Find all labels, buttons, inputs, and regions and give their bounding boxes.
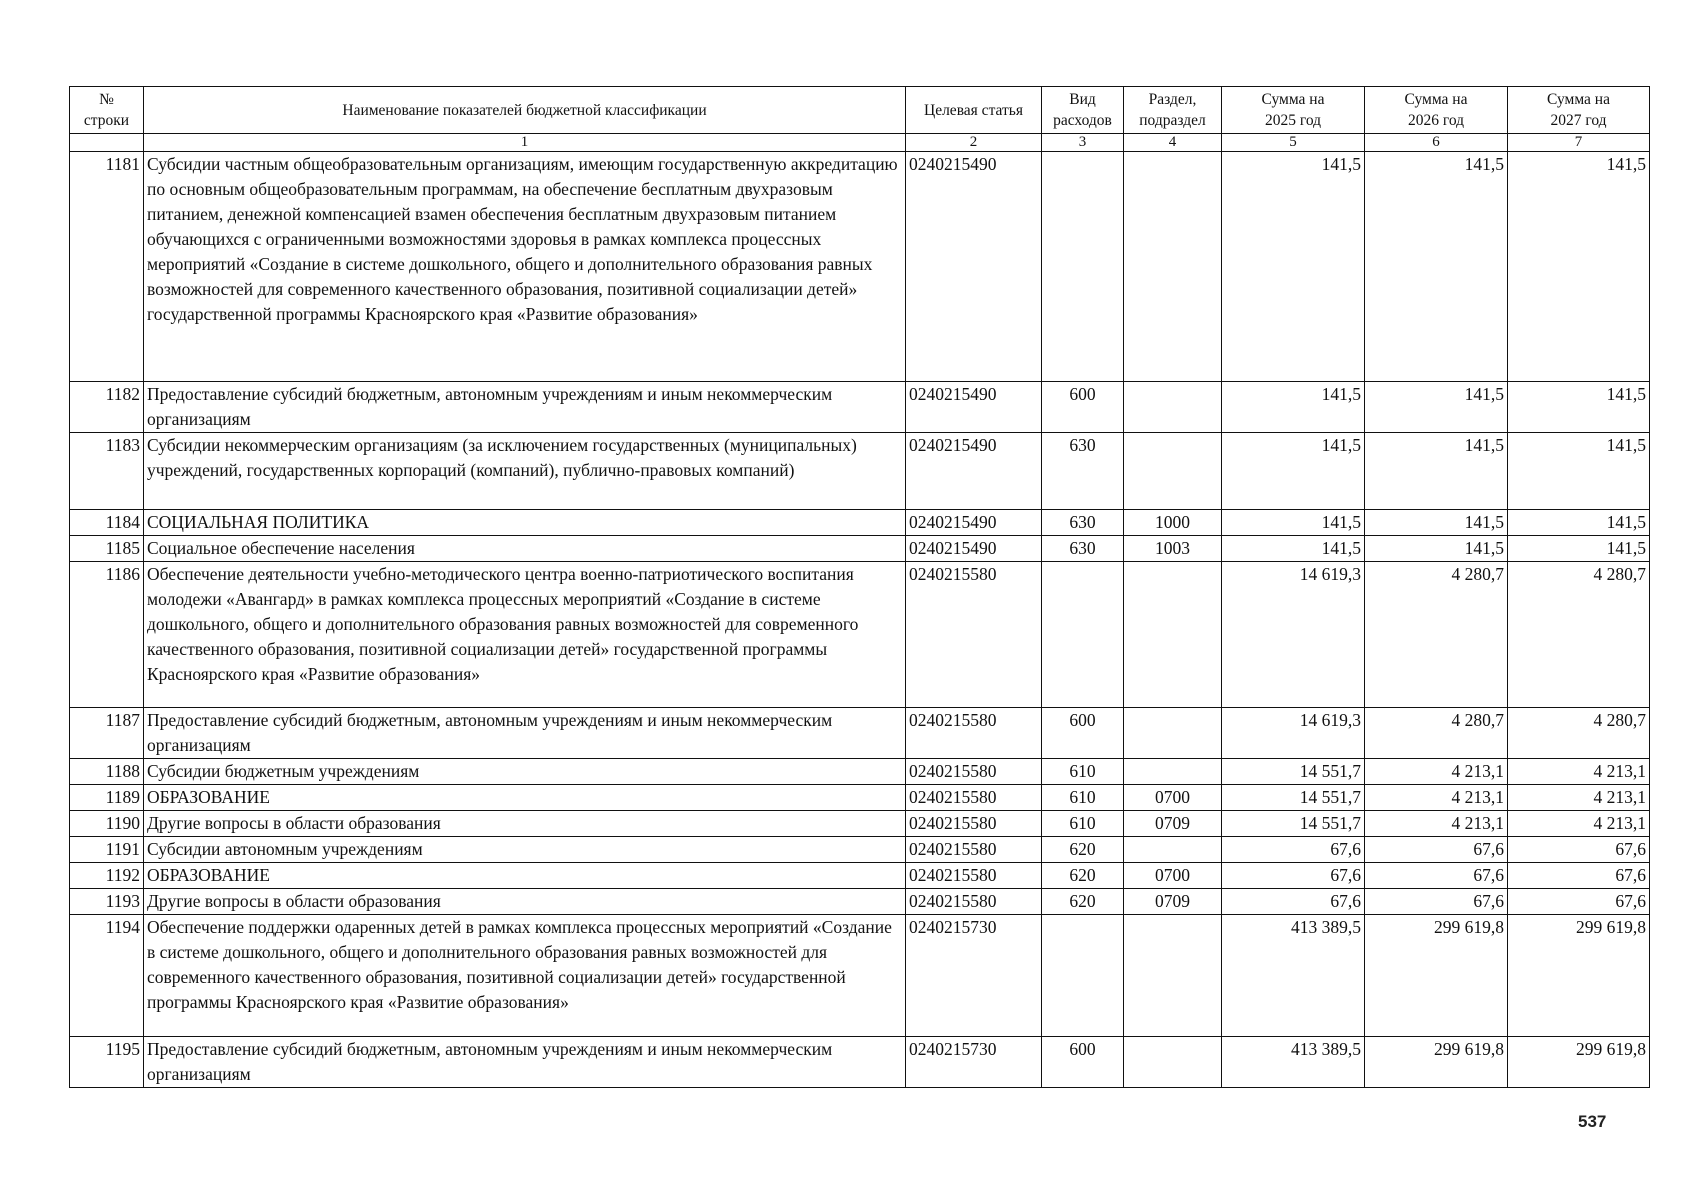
cell-target: 0240215490 xyxy=(906,382,1042,433)
cell-2027: 141,5 xyxy=(1508,510,1650,536)
table-row xyxy=(70,433,1650,510)
cell-2026: 141,5 xyxy=(1365,382,1508,433)
header-2026: Сумма на 2026 год xyxy=(1365,87,1508,134)
cell-expense xyxy=(1042,152,1124,382)
cell-2027: 67,6 xyxy=(1508,889,1650,915)
cell-section xyxy=(1124,433,1222,510)
cell-target: 0240215490 xyxy=(906,152,1042,382)
cell-target: 0240215580 xyxy=(906,811,1042,837)
cell-name: Предоставление субсидий бюджетным, автономным учреждениям и иным некоммерческим организациям xyxy=(144,708,906,759)
cell-name: Субсидии бюджетным учреждениям xyxy=(144,759,906,785)
column-number: 1 xyxy=(144,134,906,152)
table-row xyxy=(70,562,1650,708)
table-row xyxy=(70,152,1650,382)
cell-target: 0240215490 xyxy=(906,433,1042,510)
budget-table xyxy=(69,86,1650,1088)
cell-expense: 630 xyxy=(1042,510,1124,536)
cell-name: Субсидии автономным учреждениям xyxy=(144,837,906,863)
cell-section xyxy=(1124,382,1222,433)
cell-name: Другие вопросы в области образования xyxy=(144,889,906,915)
cell-row-no: 1193 xyxy=(70,889,144,915)
cell-2027: 299 619,8 xyxy=(1508,1037,1650,1088)
header-section: Раздел, подраздел xyxy=(1124,87,1222,134)
cell-2026: 141,5 xyxy=(1365,433,1508,510)
cell-target: 0240215580 xyxy=(906,759,1042,785)
cell-name: Предоставление субсидий бюджетным, автономным учреждениям и иным некоммерческим организациям xyxy=(144,1037,906,1088)
page-number: 537 xyxy=(1578,1112,1607,1131)
cell-section: 0700 xyxy=(1124,785,1222,811)
cell-2025: 14 619,3 xyxy=(1222,562,1365,708)
cell-2026: 67,6 xyxy=(1365,837,1508,863)
cell-name: СОЦИАЛЬНАЯ ПОЛИТИКА xyxy=(144,510,906,536)
cell-target: 0240215580 xyxy=(906,863,1042,889)
column-number: 3 xyxy=(1042,134,1124,152)
cell-name: Социальное обеспечение населения xyxy=(144,536,906,562)
header-target: Целевая статья xyxy=(906,87,1042,134)
cell-2027: 141,5 xyxy=(1508,152,1650,382)
cell-row-no: 1195 xyxy=(70,1037,144,1088)
cell-row-no: 1194 xyxy=(70,915,144,1037)
cell-2026: 141,5 xyxy=(1365,536,1508,562)
cell-name: Другие вопросы в области образования xyxy=(144,811,906,837)
cell-section xyxy=(1124,152,1222,382)
header-expense: Вид расходов xyxy=(1042,87,1124,134)
table-row xyxy=(70,510,1650,536)
cell-expense: 620 xyxy=(1042,889,1124,915)
cell-2026: 141,5 xyxy=(1365,152,1508,382)
column-number: 4 xyxy=(1124,134,1222,152)
cell-2027: 4 213,1 xyxy=(1508,785,1650,811)
cell-row-no: 1188 xyxy=(70,759,144,785)
cell-row-no: 1183 xyxy=(70,433,144,510)
cell-2025: 141,5 xyxy=(1222,152,1365,382)
cell-2027: 141,5 xyxy=(1508,536,1650,562)
cell-section xyxy=(1124,759,1222,785)
cell-target: 0240215580 xyxy=(906,708,1042,759)
cell-section xyxy=(1124,708,1222,759)
cell-expense: 610 xyxy=(1042,759,1124,785)
cell-2026: 4 280,7 xyxy=(1365,562,1508,708)
table-row xyxy=(70,382,1650,433)
cell-expense: 620 xyxy=(1042,837,1124,863)
cell-2027: 141,5 xyxy=(1508,433,1650,510)
cell-2027: 141,5 xyxy=(1508,382,1650,433)
cell-2027: 299 619,8 xyxy=(1508,915,1650,1037)
cell-2025: 67,6 xyxy=(1222,863,1365,889)
cell-expense xyxy=(1042,915,1124,1037)
header-row xyxy=(70,87,1650,134)
cell-name: Обеспечение поддержки одаренных детей в рамках комплекса процессных мероприятий «Создание в системе дошкольного, общего и дополнительного образования равных возможностей для современного качественного образования, позитивной социализации детей» государственной программы Красноярского края «Развитие образования» xyxy=(144,915,906,1037)
table-row xyxy=(70,837,1650,863)
cell-2026: 4 213,1 xyxy=(1365,811,1508,837)
cell-section xyxy=(1124,1037,1222,1088)
column-number: 5 xyxy=(1222,134,1365,152)
cell-name: Субсидии частным общеобразовательным организациям, имеющим государственную аккредитацию по основным общеобразовательным программам, на обеспечение бесплатным двухразовым питанием, денежной компенсацией взамен обеспечения бесплатным двухразовым питанием обучающихся с ограниченными возможностями здоровья в рамках комплекса процессных мероприятий «Создание в системе дошкольного, общего и дополнительного образования равных возможностей для современного качественного образования, позитивной социализации детей» государственной программы Красноярского края «Развитие образования» xyxy=(144,152,906,382)
cell-name: ОБРАЗОВАНИЕ xyxy=(144,785,906,811)
cell-row-no: 1190 xyxy=(70,811,144,837)
cell-name: Обеспечение деятельности учебно-методического центра военно-патриотического воспитания молодежи «Авангард» в рамках комплекса процессных мероприятий «Создание в системе дошкольного, общего и дополнительного образования равных возможностей для современного качественного образования, позитивной социализации детей» государственной программы Красноярского края «Развитие образования» xyxy=(144,562,906,708)
cell-section xyxy=(1124,837,1222,863)
column-number: 6 xyxy=(1365,134,1508,152)
cell-2027: 4 280,7 xyxy=(1508,562,1650,708)
table-row xyxy=(70,889,1650,915)
table-row xyxy=(70,811,1650,837)
cell-name: ОБРАЗОВАНИЕ xyxy=(144,863,906,889)
cell-2025: 413 389,5 xyxy=(1222,1037,1365,1088)
cell-name: Субсидии некоммерческим организациям (за исключением государственных (муниципальных) учреждений, государственных корпораций (компаний), публично-правовых компаний) xyxy=(144,433,906,510)
cell-2025: 141,5 xyxy=(1222,433,1365,510)
cell-2026: 67,6 xyxy=(1365,863,1508,889)
table-row xyxy=(70,915,1650,1037)
header-row-no: № строки xyxy=(70,87,144,134)
cell-row-no: 1192 xyxy=(70,863,144,889)
cell-expense: 600 xyxy=(1042,382,1124,433)
cell-2025: 67,6 xyxy=(1222,889,1365,915)
cell-section: 0709 xyxy=(1124,889,1222,915)
cell-2026: 299 619,8 xyxy=(1365,1037,1508,1088)
cell-section: 1003 xyxy=(1124,536,1222,562)
cell-row-no: 1181 xyxy=(70,152,144,382)
cell-2026: 299 619,8 xyxy=(1365,915,1508,1037)
cell-2025: 141,5 xyxy=(1222,382,1365,433)
cell-2027: 4 213,1 xyxy=(1508,811,1650,837)
cell-section: 0709 xyxy=(1124,811,1222,837)
cell-row-no: 1185 xyxy=(70,536,144,562)
cell-2025: 14 619,3 xyxy=(1222,708,1365,759)
cell-expense: 610 xyxy=(1042,811,1124,837)
column-number: 7 xyxy=(1508,134,1650,152)
cell-expense: 630 xyxy=(1042,433,1124,510)
cell-2026: 4 280,7 xyxy=(1365,708,1508,759)
table-body xyxy=(70,152,1650,1088)
cell-2027: 4 213,1 xyxy=(1508,759,1650,785)
table-row xyxy=(70,863,1650,889)
cell-section xyxy=(1124,915,1222,1037)
table-row xyxy=(70,785,1650,811)
cell-2026: 67,6 xyxy=(1365,889,1508,915)
cell-target: 0240215580 xyxy=(906,562,1042,708)
column-number xyxy=(70,134,144,152)
header-name: Наименование показателей бюджетной классификации xyxy=(144,87,906,134)
cell-expense: 620 xyxy=(1042,863,1124,889)
header-2027: Сумма на 2027 год xyxy=(1508,87,1650,134)
cell-target: 0240215580 xyxy=(906,785,1042,811)
cell-2027: 4 280,7 xyxy=(1508,708,1650,759)
cell-2026: 4 213,1 xyxy=(1365,785,1508,811)
cell-2025: 14 551,7 xyxy=(1222,759,1365,785)
cell-2025: 67,6 xyxy=(1222,837,1365,863)
cell-target: 0240215490 xyxy=(906,510,1042,536)
cell-expense: 630 xyxy=(1042,536,1124,562)
cell-row-no: 1184 xyxy=(70,510,144,536)
cell-row-no: 1182 xyxy=(70,382,144,433)
table-row xyxy=(70,759,1650,785)
cell-target: 0240215730 xyxy=(906,1037,1042,1088)
cell-2025: 14 551,7 xyxy=(1222,811,1365,837)
cell-name: Предоставление субсидий бюджетным, автономным учреждениям и иным некоммерческим организациям xyxy=(144,382,906,433)
cell-section xyxy=(1124,562,1222,708)
cell-target: 0240215580 xyxy=(906,837,1042,863)
column-number-row xyxy=(70,134,1650,152)
cell-2027: 67,6 xyxy=(1508,863,1650,889)
cell-target: 0240215490 xyxy=(906,536,1042,562)
column-number: 2 xyxy=(906,134,1042,152)
table-row xyxy=(70,536,1650,562)
cell-expense: 600 xyxy=(1042,708,1124,759)
cell-target: 0240215580 xyxy=(906,889,1042,915)
cell-2026: 141,5 xyxy=(1365,510,1508,536)
table-row xyxy=(70,1037,1650,1088)
cell-expense: 610 xyxy=(1042,785,1124,811)
cell-section: 1000 xyxy=(1124,510,1222,536)
cell-expense xyxy=(1042,562,1124,708)
cell-row-no: 1187 xyxy=(70,708,144,759)
cell-row-no: 1191 xyxy=(70,837,144,863)
cell-2025: 141,5 xyxy=(1222,510,1365,536)
cell-target: 0240215730 xyxy=(906,915,1042,1037)
cell-2027: 67,6 xyxy=(1508,837,1650,863)
cell-expense: 600 xyxy=(1042,1037,1124,1088)
table-row xyxy=(70,708,1650,759)
cell-section: 0700 xyxy=(1124,863,1222,889)
cell-2026: 4 213,1 xyxy=(1365,759,1508,785)
cell-row-no: 1189 xyxy=(70,785,144,811)
cell-row-no: 1186 xyxy=(70,562,144,708)
cell-2025: 141,5 xyxy=(1222,536,1365,562)
cell-2025: 413 389,5 xyxy=(1222,915,1365,1037)
cell-2025: 14 551,7 xyxy=(1222,785,1365,811)
header-2025: Сумма на 2025 год xyxy=(1222,87,1365,134)
